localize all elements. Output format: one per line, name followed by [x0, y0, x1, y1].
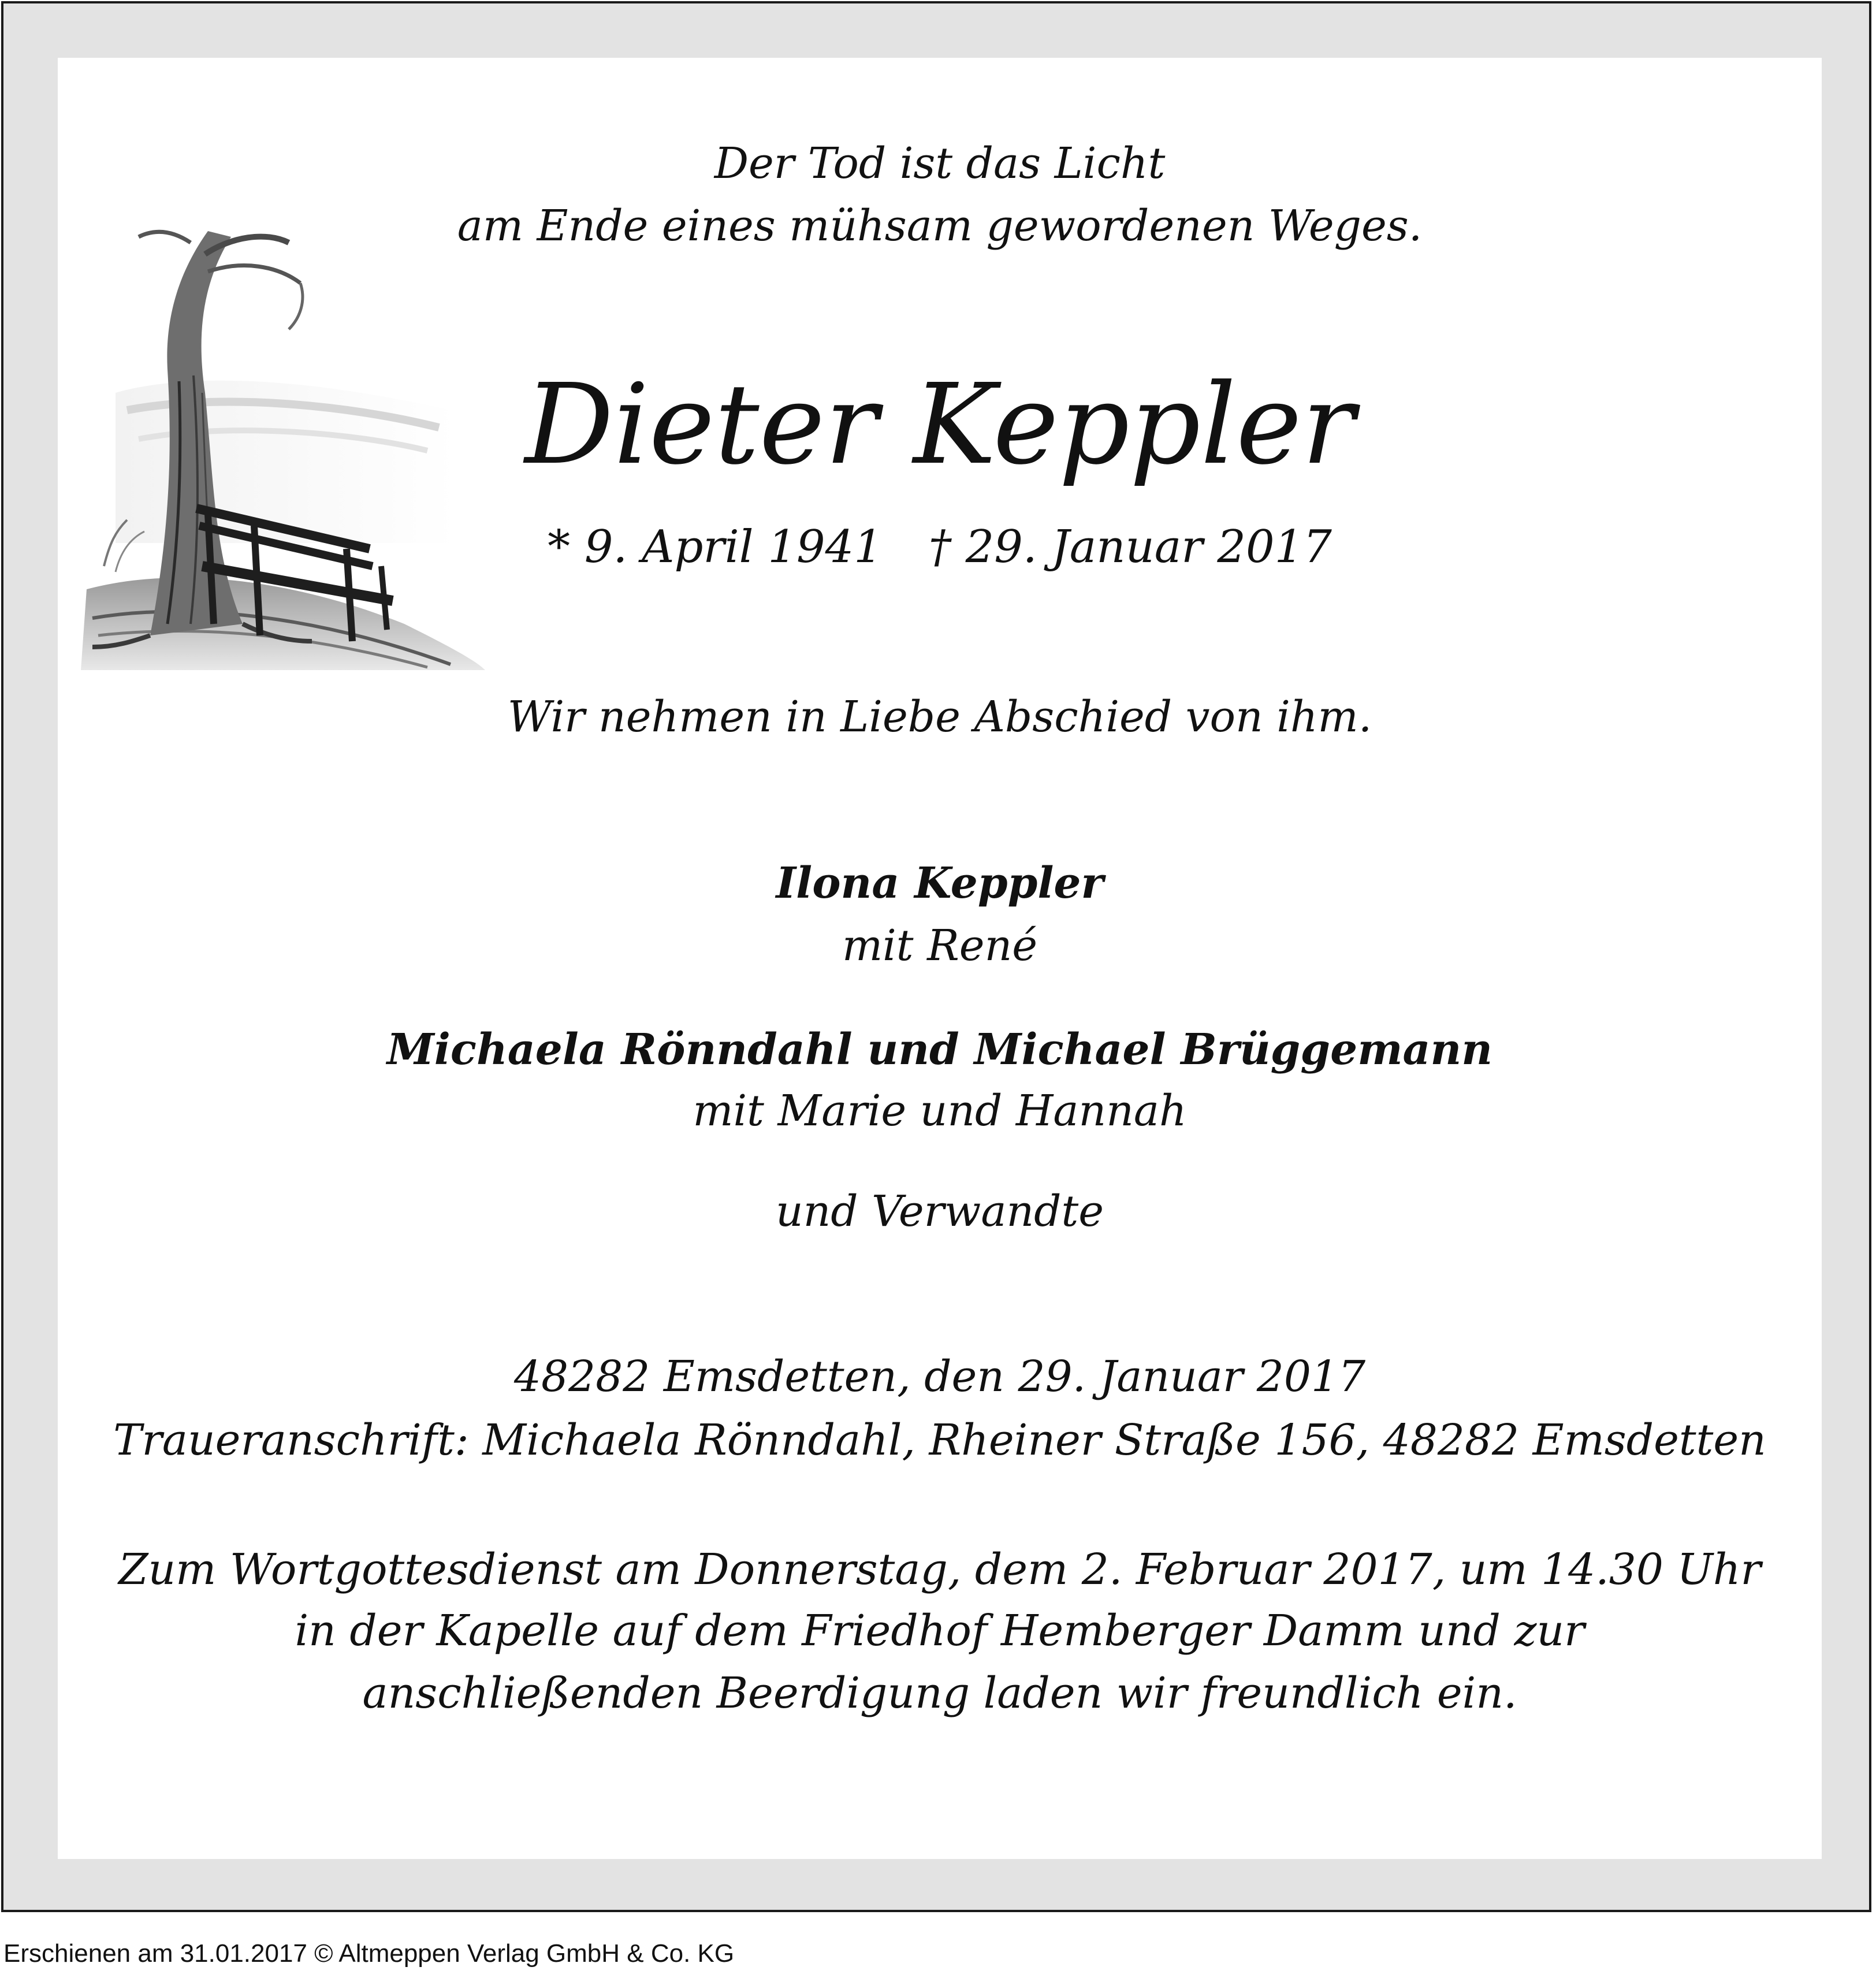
mourner-with: mit Marie und Hannah: [693, 1086, 1187, 1136]
service-line-2: in der Kapelle auf dem Friedhof Hemberger Damm und zur: [295, 1606, 1585, 1656]
deceased-name: Dieter Keppler: [524, 360, 1355, 489]
farewell-text: Wir nehmen in Liebe Abschied von ihm.: [507, 692, 1372, 742]
motto-line-2: am Ende eines mühsam gewordenen Weges.: [457, 201, 1423, 251]
mourner-with: mit René: [842, 921, 1038, 971]
service-line-3: anschließenden Beerdigung laden wir freundlich ein.: [362, 1668, 1517, 1718]
place-date: 48282 Emsdetten, den 29. Januar 2017: [513, 1352, 1366, 1401]
publication-credit: Erschienen am 31.01.2017 © Altmeppen Verlag GmbH & Co. KG: [3, 1939, 735, 1968]
motto-line-1: Der Tod ist das Licht: [714, 139, 1166, 188]
relatives-text: und Verwandte: [775, 1187, 1104, 1236]
service-line-1: Zum Wortgottesdienst am Donnerstag, dem 2. Februar 2017, um 14.30 Uhr: [118, 1545, 1761, 1594]
death-date: † 29. Januar 2017: [928, 521, 1332, 573]
mourner-name: Michaela Rönndahl und Michael Brüggemann: [386, 1025, 1493, 1074]
mourner-name: Ilona Keppler: [776, 858, 1104, 908]
notice-panel: [58, 58, 1822, 1859]
notice-frame: [1, 1, 1871, 1912]
mourning-address: Traueranschrift: Michaela Rönndahl, Rheiner Straße 156, 48282 Emsdetten: [113, 1415, 1766, 1465]
birth-date: * 9. April 1941: [548, 521, 883, 573]
life-dates: [58, 521, 1822, 573]
